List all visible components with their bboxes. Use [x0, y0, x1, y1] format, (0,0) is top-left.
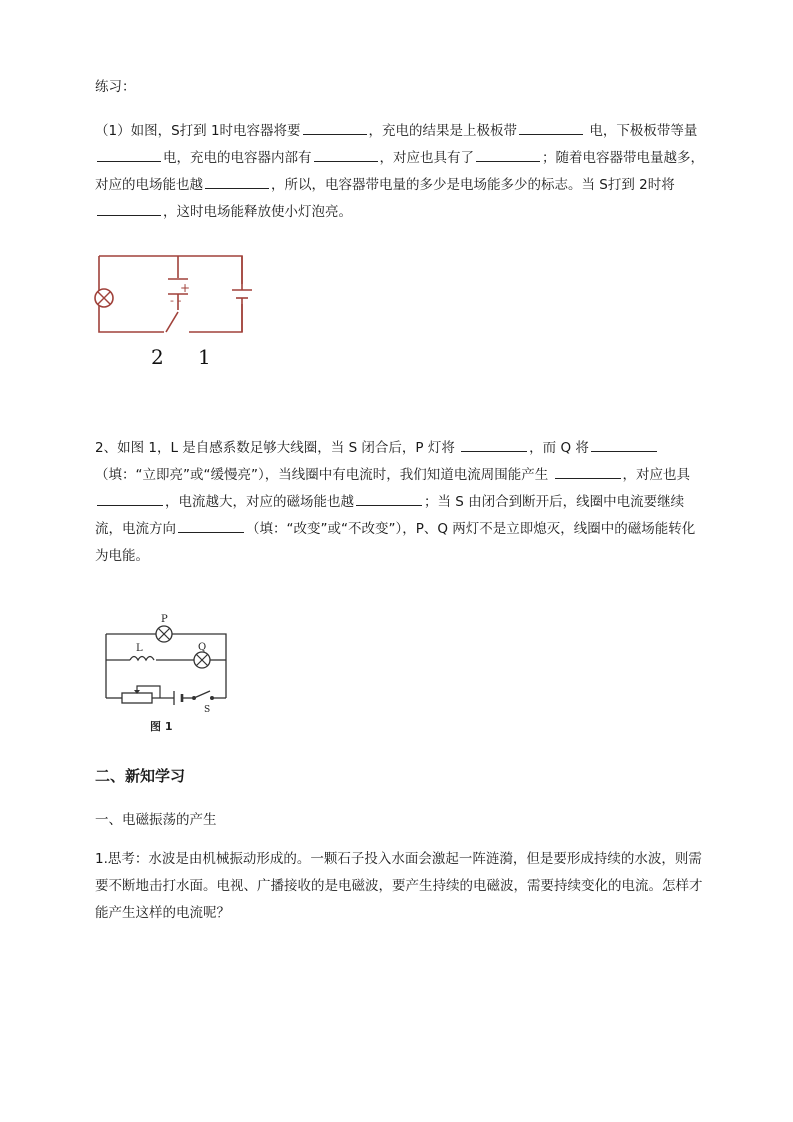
question-2 [95, 435, 705, 570]
switch-icon [192, 691, 214, 700]
practice-title: 练习： [95, 79, 136, 95]
q2-blank-6 [178, 518, 244, 533]
lamp-q-icon [194, 652, 210, 668]
q1-blank-6 [205, 174, 269, 189]
label-p: P [161, 614, 168, 625]
q2-text-6: ；当 S 由闭合到断开后，线圈中电流要继续流，电流方向 [95, 494, 685, 537]
q2-blank-5 [356, 491, 422, 506]
switch-position-1: 1 [198, 345, 211, 369]
q1-text-1: （1）如图，S打到 1时电容器将要 [95, 123, 301, 139]
plate-minus: - - [170, 294, 182, 307]
switch-position-2: 2 [151, 345, 164, 369]
label-q: Q [198, 642, 207, 653]
q2-text-7: （填：“改变”或“不改变”），P、Q 两灯不是立即熄灭，线圈中的磁场能转化为电能。 [95, 521, 696, 564]
label-s: S [204, 705, 211, 715]
q2-blank-3 [555, 464, 621, 479]
q2-blank-2 [591, 437, 657, 452]
lamp-icon [95, 289, 113, 307]
q1-text-3: 电，下极板带等量 [585, 123, 698, 139]
q1-blank-1 [303, 120, 367, 135]
q2-blank-1 [461, 437, 527, 452]
q2-text-3: （填：“立即亮”或“缓慢亮”），当线圈中有电流时，我们知道电流周围能产生 [95, 467, 553, 483]
q1-blank-7 [97, 201, 161, 216]
question-1 [95, 118, 705, 226]
q2-text-4: ，对应也具 [622, 467, 691, 483]
q1-blank-4 [314, 147, 378, 162]
q1-text-7: ，所以，电容器带电量的多少是电场能多少的标志。当 S打到 2时将 [271, 177, 675, 193]
q1-text-5: ，对应也具有了 [379, 150, 474, 166]
inductor-circuit-figure [100, 608, 240, 736]
think-paragraph: 1.思考：水波是由机械振动形成的。一颗石子投入水面会激起一阵涟漪，但是要形成持续的水波，则需要不断地击打水面。电视、广播接收的是电磁波，要产生持续的电磁波，需要持续变化的电流。怎样才能产生这样的电流呢？ [95, 851, 703, 921]
q2-text-1: 2、如图 1，L 是自感系数足够大线圈，当 S 闭合后，P 灯将 [95, 440, 460, 456]
q1-blank-2 [519, 120, 583, 135]
q2-text-2: ，而 Q 将 [529, 440, 589, 456]
q1-blank-5 [476, 147, 540, 162]
inductor-coil-icon [130, 657, 154, 661]
battery-icon [174, 691, 182, 705]
figure-caption: 图 1 [150, 720, 173, 733]
section-heading: 二、新知学习 [95, 767, 186, 785]
plate-plus: + [180, 281, 191, 295]
capacitor-circuit-figure [94, 248, 254, 373]
q1-blank-3 [97, 147, 161, 162]
subsection-heading: 一、电磁振荡的产生 [95, 812, 217, 828]
q1-text-8: ，这时电场能释放使小灯泡亮。 [163, 204, 352, 220]
rheostat-icon [122, 686, 160, 703]
q1-text-4: 电，充电的电容器内部有 [163, 150, 312, 166]
q2-text-5: ，电流越大，对应的磁场能也越 [165, 494, 354, 510]
q1-text-2: ，充电的结果是上极板带 [368, 123, 518, 139]
label-l: L [136, 643, 143, 654]
q2-blank-4 [97, 491, 163, 506]
lamp-p-icon [156, 626, 172, 642]
q1-text-6: ；随着电容器带电量越多，对应的电场能也越 [95, 150, 704, 193]
